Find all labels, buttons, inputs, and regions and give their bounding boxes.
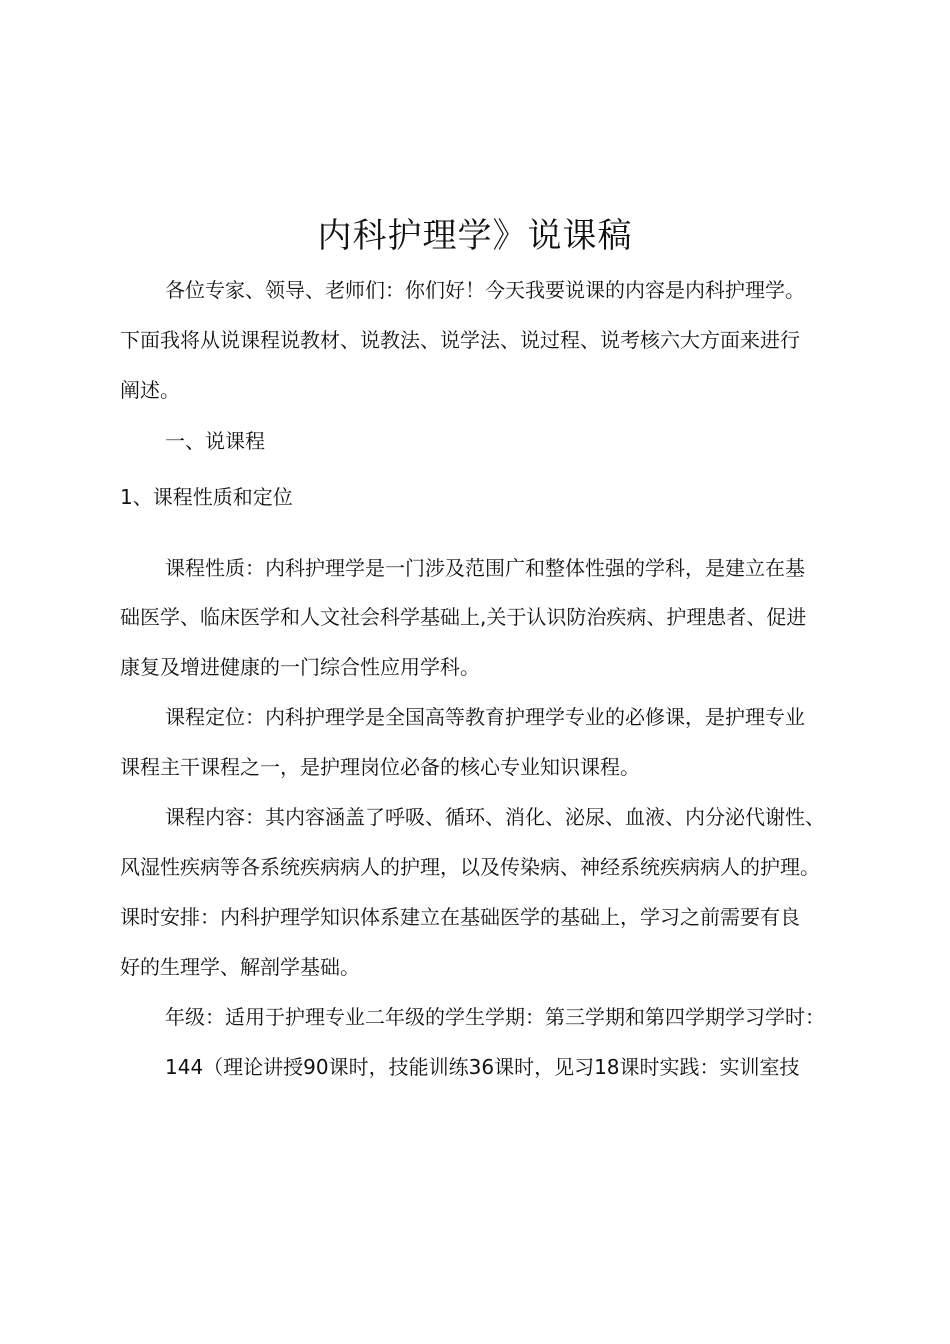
paragraph-line: 阐述。 [120, 378, 180, 402]
paragraph-line: 风湿性疾病等各系统疾病病人的护理，以及传染病、神经系统疾病病人的护理。 [120, 855, 820, 879]
paragraph-line: 课程性质：内科护理学是一门涉及范围广和整体性强的学科，是建立在基 [165, 556, 805, 580]
paragraph-line: 144（理论讲授90课时，技能训练36课时，见习18课时实践：实训室技 [165, 1055, 800, 1079]
paragraph-line: 课程定位：内科护理学是全国高等教育护理学专业的必修课，是护理专业 [165, 705, 805, 729]
paragraph-line: 课时安排：内科护理学知识体系建立在基础医学的基础上，学习之前需要有良 [120, 905, 800, 929]
paragraph-line: 课程主干课程之一，是护理岗位必备的核心专业知识课程。 [120, 755, 640, 779]
document-title: 内科护理学》说课稿 [317, 216, 633, 256]
paragraph-line: 各位专家、领导、老师们：你们好！今天我要说课的内容是内科护理学。 [165, 278, 805, 302]
subsection-heading: 1、课程性质和定位 [120, 485, 293, 509]
paragraph-line: 课程内容：其内容涵盖了呼吸、循环、消化、泌尿、血液、内分泌代谢性、 [165, 805, 825, 829]
paragraph-line: 础医学、临床医学和人文社会科学基础上,关于认识防治疾病、护理患者、促进 [120, 605, 807, 629]
section-heading: 一、说课程 [165, 429, 265, 453]
paragraph-line: 年级：适用于护理专业二年级的学生学期：第三学期和第四学期学习学时： [165, 1005, 825, 1029]
paragraph-line: 下面我将从说课程说教材、说教法、说学法、说过程、说考核六大方面来进行 [120, 328, 800, 352]
paragraph-line: 康复及增进健康的一门综合性应用学科。 [120, 655, 480, 679]
paragraph-line: 好的生理学、解剖学基础。 [120, 955, 360, 979]
